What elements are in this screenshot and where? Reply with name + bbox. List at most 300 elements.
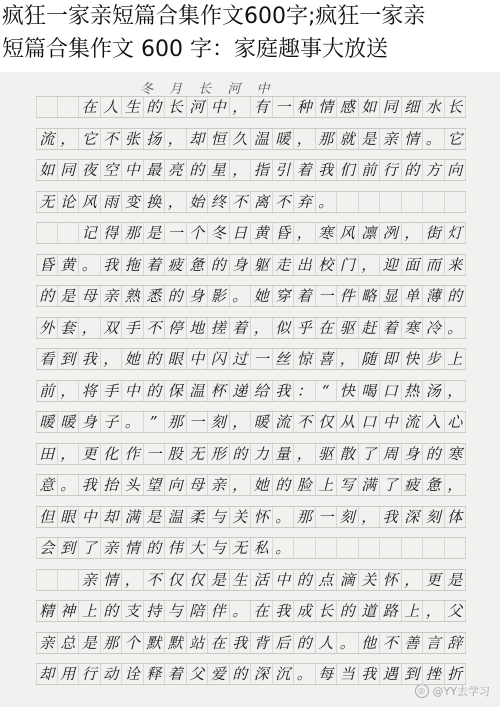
grid-cell: ， xyxy=(251,318,273,338)
grid-cell: 雨 xyxy=(101,192,123,212)
grid-cell: 拖 xyxy=(122,255,144,275)
grid-cell: 无 xyxy=(187,444,209,464)
grid-cell: 与 xyxy=(208,507,230,527)
grid-cell xyxy=(36,570,58,590)
grid-cell: 的 xyxy=(273,475,295,495)
grid-cell: 情 xyxy=(316,97,338,117)
grid-cell: 言 xyxy=(423,633,445,653)
grid-cell: “ xyxy=(316,381,338,401)
grid-cell: 空 xyxy=(101,160,123,180)
grid-cell: 我 xyxy=(316,160,338,180)
grid-cell: 私 xyxy=(251,538,273,558)
grid-cell: ， xyxy=(337,349,359,369)
essay-line xyxy=(36,285,466,307)
grid-cell: 温 xyxy=(187,381,209,401)
grid-cell: 到 xyxy=(58,349,80,369)
grid-cell: 总 xyxy=(58,633,80,653)
grid-cell: 的 xyxy=(294,570,316,590)
grid-cell: 那 xyxy=(165,412,187,432)
grid-cell xyxy=(402,192,424,212)
grid-cell: 形 xyxy=(208,444,230,464)
grid-cell: 散 xyxy=(337,444,359,464)
grid-cell xyxy=(402,538,424,558)
grid-cell: 那 xyxy=(101,633,123,653)
grid-cell xyxy=(359,192,381,212)
grid-cell: 显 xyxy=(380,286,402,306)
grid-cell: 。 xyxy=(230,286,252,306)
grid-cell: 它 xyxy=(79,129,101,149)
grid-cell: 星 xyxy=(208,160,230,180)
grid-cell: 张 xyxy=(122,129,144,149)
grid-cell: ， xyxy=(230,97,252,117)
grid-cell: 但 xyxy=(36,507,58,527)
grid-cell: 沉 xyxy=(273,664,295,684)
grid-cell: 身 xyxy=(187,286,209,306)
grid-cell: 迎 xyxy=(380,255,402,275)
grid-cell: 扬 xyxy=(144,129,166,149)
grid-cell: ， xyxy=(58,129,80,149)
grid-cell: 父 xyxy=(187,664,209,684)
grid-cell: 细 xyxy=(402,97,424,117)
grid-cell xyxy=(380,538,402,558)
grid-cell: 亲 xyxy=(101,538,123,558)
grid-cell: 始 xyxy=(187,192,209,212)
grid-cell: 。 xyxy=(316,192,338,212)
grid-cell: 有 xyxy=(251,97,273,117)
grid-cell: 周 xyxy=(380,444,402,464)
grid-cell: 出 xyxy=(294,255,316,275)
grid-cell: 长 xyxy=(316,601,338,621)
grid-cell: 同 xyxy=(58,160,80,180)
grid-cell: 我 xyxy=(273,381,295,401)
grid-cell: 我 xyxy=(380,507,402,527)
grid-cell: 动 xyxy=(101,664,123,684)
grid-cell: ： xyxy=(294,381,316,401)
grid-cell: 暖 xyxy=(273,129,295,149)
grid-cell: 的 xyxy=(208,255,230,275)
grid-cell: 风 xyxy=(337,223,359,243)
grid-cell: 躯 xyxy=(251,255,273,275)
grid-cell: 寒 xyxy=(316,223,338,243)
grid-cell: 的 xyxy=(144,538,166,558)
grid-cell: 辞 xyxy=(445,633,467,653)
grid-cell: 看 xyxy=(36,349,58,369)
grid-cell: 的 xyxy=(423,444,445,464)
grid-cell: ， xyxy=(294,129,316,149)
grid-cell: 的 xyxy=(230,444,252,464)
grid-cell: 个 xyxy=(187,223,209,243)
essay-line xyxy=(36,663,466,685)
grid-cell: 变 xyxy=(122,192,144,212)
grid-cell: 冽 xyxy=(380,223,402,243)
grid-cell: 折 xyxy=(445,664,467,684)
grid-cell: 温 xyxy=(251,129,273,149)
grid-cell: 上 xyxy=(79,601,101,621)
grid-cell: ， xyxy=(122,570,144,590)
grid-cell xyxy=(380,192,402,212)
grid-cell: 手 xyxy=(101,381,123,401)
grid-cell: 的 xyxy=(144,381,166,401)
grid-cell: 诠 xyxy=(122,664,144,684)
grid-cell: 无 xyxy=(230,538,252,558)
grid-cell xyxy=(294,538,316,558)
grid-cell: 给 xyxy=(251,381,273,401)
grid-cell: ， xyxy=(445,381,467,401)
grid-cell: 满 xyxy=(122,507,144,527)
grid-cell: 伴 xyxy=(208,601,230,621)
grid-cell: 那 xyxy=(122,223,144,243)
grid-cell: 是 xyxy=(144,223,166,243)
grid-cell: 人 xyxy=(101,97,123,117)
grid-cell: 保 xyxy=(165,381,187,401)
essay-line xyxy=(36,317,466,339)
grid-cell: 意 xyxy=(36,475,58,495)
grid-cell: 却 xyxy=(101,507,123,527)
grid-cell: 是 xyxy=(359,129,381,149)
essay-line xyxy=(36,191,466,213)
grid-cell: 人 xyxy=(316,633,338,653)
grid-cell: 刻 xyxy=(337,507,359,527)
grid-cell: ， xyxy=(58,444,80,464)
grid-cell: 搓 xyxy=(208,318,230,338)
grid-cell: 论 xyxy=(58,192,80,212)
grid-cell: 在 xyxy=(208,633,230,653)
grid-cell: 更 xyxy=(79,444,101,464)
grid-cell: ， xyxy=(359,255,381,275)
grid-cell: 就 xyxy=(337,129,359,149)
grid-cell: ， xyxy=(402,570,424,590)
grid-cell: 心 xyxy=(445,412,467,432)
grid-cell: 量 xyxy=(273,444,295,464)
grid-cell: 手 xyxy=(122,318,144,338)
grid-cell: 赶 xyxy=(359,318,381,338)
grid-cell: 田 xyxy=(36,444,58,464)
essay-line xyxy=(36,474,466,496)
grid-cell: 中 xyxy=(122,160,144,180)
grid-cell: 走 xyxy=(273,255,295,275)
grid-cell: 。 xyxy=(294,664,316,684)
grid-cell: 熟 xyxy=(122,286,144,306)
grid-cell: 默 xyxy=(165,633,187,653)
grid-cell: 会 xyxy=(36,538,58,558)
grid-cell: 从 xyxy=(337,412,359,432)
grid-cell: 。 xyxy=(445,318,467,338)
grid-cell: 夜 xyxy=(79,160,101,180)
grid-cell: 柔 xyxy=(187,507,209,527)
title-line-2: 短篇合集作文 600 字：家庭趣事大放送 xyxy=(2,37,388,62)
grid-cell xyxy=(58,223,80,243)
grid-cell: 乎 xyxy=(294,318,316,338)
grid-cell: 种 xyxy=(294,97,316,117)
grid-cell xyxy=(423,192,445,212)
grid-cell: 着 xyxy=(230,318,252,338)
grid-cell xyxy=(337,192,359,212)
grid-cell: ， xyxy=(294,223,316,243)
grid-cell: 黄 xyxy=(251,223,273,243)
grid-cell: 入 xyxy=(423,412,445,432)
grid-cell: 流 xyxy=(402,412,424,432)
watermark xyxy=(415,683,490,699)
grid-cell: 闪 xyxy=(208,349,230,369)
brand-logo-icon: ◎ xyxy=(415,684,429,698)
grid-cell: 亲 xyxy=(36,633,58,653)
grid-cell: 了 xyxy=(359,444,381,464)
grid-cell: 中 xyxy=(187,349,209,369)
grid-cell: 冬 xyxy=(208,223,230,243)
grid-cell: 快 xyxy=(337,381,359,401)
grid-cell: 。 xyxy=(337,633,359,653)
essay-line xyxy=(36,600,466,622)
grid-cell: 地 xyxy=(187,318,209,338)
grid-cell: 不 xyxy=(273,192,295,212)
grid-cell: 怀 xyxy=(251,507,273,527)
grid-cell: 成 xyxy=(294,601,316,621)
grid-cell: 亲 xyxy=(380,129,402,149)
grid-cell: 。 xyxy=(79,255,101,275)
grid-cell: 凛 xyxy=(359,223,381,243)
grid-cell: 不 xyxy=(101,129,123,149)
grid-cell: 站 xyxy=(187,633,209,653)
grid-cell: 中 xyxy=(208,97,230,117)
essay-line xyxy=(36,632,466,654)
grid-cell: 们 xyxy=(337,160,359,180)
grid-cell xyxy=(58,570,80,590)
grid-cell: 感 xyxy=(337,97,359,117)
grid-cell: 父 xyxy=(445,601,467,621)
grid-cell: 了 xyxy=(79,538,101,558)
grid-cell: 喝 xyxy=(359,381,381,401)
grid-cell: 默 xyxy=(144,633,166,653)
grid-cell: 的 xyxy=(144,349,166,369)
essay-line xyxy=(36,569,466,591)
grid-cell: 略 xyxy=(359,286,381,306)
grid-cell: 背 xyxy=(251,633,273,653)
grid-cell: 。 xyxy=(58,475,80,495)
grid-cell: 一 xyxy=(144,444,166,464)
grid-cell: 关 xyxy=(359,570,381,590)
grid-cell: 不 xyxy=(294,412,316,432)
grid-cell xyxy=(445,192,467,212)
grid-cell: 。 xyxy=(122,412,144,432)
grid-cell: 道 xyxy=(359,601,381,621)
grid-cell: 股 xyxy=(165,444,187,464)
grid-cell: 每 xyxy=(316,664,338,684)
grid-cell: 灯 xyxy=(445,223,467,243)
grid-cell: 水 xyxy=(423,97,445,117)
grid-cell: 不 xyxy=(380,633,402,653)
grid-cell: 身 xyxy=(79,412,101,432)
grid-cell: 薄 xyxy=(423,286,445,306)
grid-cell: 仅 xyxy=(165,570,187,590)
grid-cell: 生 xyxy=(230,570,252,590)
grid-cell: 点 xyxy=(316,570,338,590)
grid-cell: ， xyxy=(165,192,187,212)
grid-cell: 亲 xyxy=(79,570,101,590)
grid-cell: 方 xyxy=(423,160,445,180)
grid-cell: 眼 xyxy=(58,507,80,527)
grid-cell: 的 xyxy=(445,286,467,306)
grid-cell: 穿 xyxy=(273,286,295,306)
grid-cell: 惫 xyxy=(187,255,209,275)
grid-cell: 日 xyxy=(230,223,252,243)
grid-cell: 满 xyxy=(359,475,381,495)
grid-cell: ， xyxy=(230,475,252,495)
grid-cell: ， xyxy=(445,475,467,495)
grid-cell: 一 xyxy=(273,97,295,117)
grid-cell: 过 xyxy=(230,349,252,369)
grid-cell: 快 xyxy=(402,349,424,369)
grid-cell: ， xyxy=(101,349,123,369)
grid-cell: 子 xyxy=(101,412,123,432)
grid-cell: 。 xyxy=(273,538,295,558)
grid-cell: 到 xyxy=(402,664,424,684)
grid-cell: 停 xyxy=(165,318,187,338)
essay-line xyxy=(36,254,466,276)
grid-cell: 流 xyxy=(273,412,295,432)
grid-cell: 抬 xyxy=(101,475,123,495)
grid-cell: ， xyxy=(230,412,252,432)
grid-cell: 一 xyxy=(251,349,273,369)
grid-cell: 喜 xyxy=(316,349,338,369)
grid-cell: 终 xyxy=(208,192,230,212)
grid-cell: 一 xyxy=(316,286,338,306)
grid-cell: 向 xyxy=(445,160,467,180)
grid-cell: 驱 xyxy=(337,318,359,338)
grid-cell: 的 xyxy=(230,664,252,684)
grid-cell: 单 xyxy=(402,286,424,306)
grid-cell: 深 xyxy=(402,507,424,527)
grid-cell: 来 xyxy=(445,255,467,275)
grid-cell: 是 xyxy=(208,570,230,590)
grid-cell: 无 xyxy=(36,192,58,212)
grid-cell: 刻 xyxy=(423,507,445,527)
grid-cell: 望 xyxy=(144,475,166,495)
grid-cell: 河 xyxy=(187,97,209,117)
grid-cell: ” xyxy=(144,412,166,432)
grid-cell: 我 xyxy=(230,633,252,653)
grid-cell: 情 xyxy=(122,538,144,558)
grid-cell: 疲 xyxy=(402,475,424,495)
grid-cell: 遇 xyxy=(380,664,402,684)
grid-cell: 是 xyxy=(445,570,467,590)
title-line-1: 疯狂一家亲短篇合集作文600字;疯狂一家亲 xyxy=(2,4,426,29)
grid-cell: 与 xyxy=(165,601,187,621)
grid-cell: 的 xyxy=(187,160,209,180)
grid-cell xyxy=(36,223,58,243)
grid-cell: 离 xyxy=(251,192,273,212)
grid-cell: 上 xyxy=(402,601,424,621)
grid-cell: 母 xyxy=(187,475,209,495)
grid-cell: 步 xyxy=(423,349,445,369)
grid-cell: 汤 xyxy=(423,381,445,401)
grid-cell: 到 xyxy=(58,538,80,558)
grid-cell: 释 xyxy=(144,664,166,684)
grid-cell: 我 xyxy=(359,664,381,684)
grid-cell: ， xyxy=(79,318,101,338)
grid-cell: 外 xyxy=(36,318,58,338)
grid-cell: 头 xyxy=(122,475,144,495)
essay-heading: 冬 月 长 河 中 xyxy=(140,82,276,97)
grid-cell: 口 xyxy=(380,381,402,401)
grid-cell: 行 xyxy=(380,160,402,180)
grid-cell xyxy=(359,538,381,558)
grid-cell: 着 xyxy=(294,160,316,180)
grid-cell: 我 xyxy=(101,255,123,275)
grid-cell: 。 xyxy=(230,601,252,621)
grid-cell: ， xyxy=(294,444,316,464)
grid-cell: 在 xyxy=(316,318,338,338)
grid-cell: 面 xyxy=(402,255,424,275)
grid-cell: 生 xyxy=(122,97,144,117)
grid-cell: 丝 xyxy=(273,349,295,369)
grid-cell: 着 xyxy=(294,286,316,306)
grid-cell: 寒 xyxy=(402,318,424,338)
grid-cell: 街 xyxy=(423,223,445,243)
grid-cell: 身 xyxy=(230,255,252,275)
essay-line xyxy=(36,506,466,528)
grid-cell: 眼 xyxy=(165,349,187,369)
grid-cell: 门 xyxy=(337,255,359,275)
grid-cell: 套 xyxy=(58,318,80,338)
grid-cell: 是 xyxy=(58,286,80,306)
grid-cell: 惫 xyxy=(423,475,445,495)
grid-cell: 的 xyxy=(337,601,359,621)
essay-line xyxy=(36,348,466,370)
grid-cell: 一 xyxy=(187,412,209,432)
grid-cell: 递 xyxy=(230,381,252,401)
grid-cell: 却 xyxy=(36,664,58,684)
grid-cell: 将 xyxy=(79,381,101,401)
grid-cell: 中 xyxy=(273,570,295,590)
essay-line xyxy=(36,222,466,244)
grid-cell: ， xyxy=(230,160,252,180)
grid-cell: 的 xyxy=(36,286,58,306)
grid-cell: 脸 xyxy=(294,475,316,495)
page-title xyxy=(0,0,500,72)
grid-cell: 着 xyxy=(144,255,166,275)
grid-cell: 暖 xyxy=(58,412,80,432)
grid-cell: 影 xyxy=(208,286,230,306)
grid-cell xyxy=(423,538,445,558)
grid-cell: 刻 xyxy=(208,412,230,432)
grid-cell: 如 xyxy=(359,97,381,117)
grid-cell: 不 xyxy=(230,192,252,212)
essay-line xyxy=(36,380,466,402)
grid-cell: 情 xyxy=(101,570,123,590)
grid-cell: 我 xyxy=(273,601,295,621)
grid-cell: 着 xyxy=(380,318,402,338)
grid-cell: 如 xyxy=(36,160,58,180)
grid-cell: 它 xyxy=(445,129,467,149)
grid-cell: 持 xyxy=(144,601,166,621)
grid-cell: 引 xyxy=(273,160,295,180)
grid-cell: 杯 xyxy=(208,381,230,401)
grid-cell: 力 xyxy=(251,444,273,464)
grid-cell: 换 xyxy=(144,192,166,212)
grid-cell: 当 xyxy=(337,664,359,684)
grid-cell: 那 xyxy=(294,507,316,527)
grid-cell: 的 xyxy=(144,97,166,117)
grid-cell: 最 xyxy=(144,160,166,180)
grid-cell: 而 xyxy=(423,255,445,275)
grid-cell: 化 xyxy=(101,444,123,464)
grid-cell: 得 xyxy=(101,223,123,243)
grid-cell: 怀 xyxy=(380,570,402,590)
grid-cell: 不 xyxy=(144,318,166,338)
grid-cell: 深 xyxy=(251,664,273,684)
grid-cell: 昏 xyxy=(36,255,58,275)
grid-cell: 弃 xyxy=(294,192,316,212)
